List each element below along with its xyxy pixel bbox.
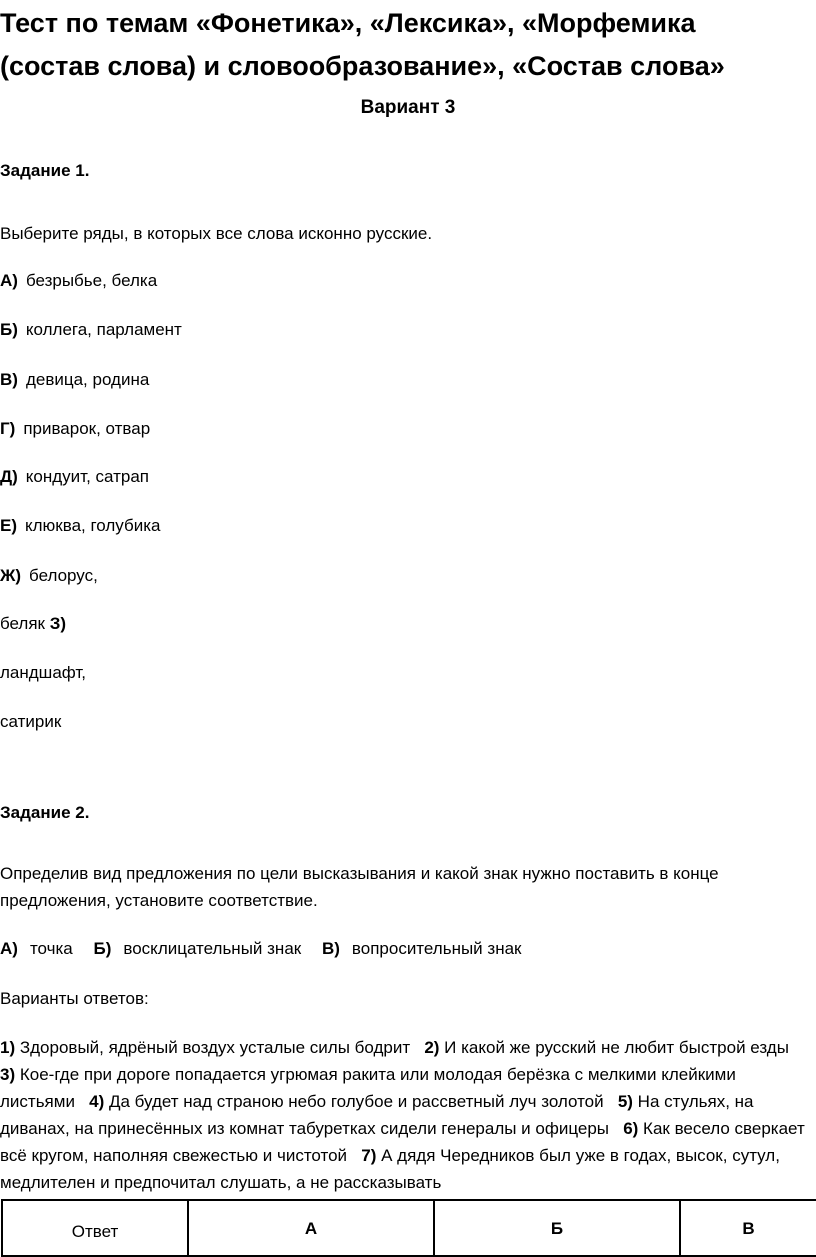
option-text: белорус,: [29, 566, 98, 585]
option-text: беляк: [0, 614, 45, 633]
task1-heading: Задание 1.: [0, 161, 90, 180]
sentence-text: И какой же русский не любит быстрой езды: [444, 1038, 789, 1057]
sentences-paragraph: [0, 1034, 812, 1196]
sentence-text: А дядя Чередников был уже в годах, высок, сутул, медлителен и предпочитал слушать, а не рассказывать: [0, 1146, 780, 1192]
variant-heading: Вариант 3: [360, 97, 456, 118]
task1-option-e: [0, 512, 161, 539]
task1-option-v: [0, 366, 149, 393]
task1-line-belyak: [0, 610, 66, 637]
task2-instruction: Определив вид предложения по цели высказывания и какой знак нужно поставить в конце предложения, установите соответствие.: [0, 864, 719, 910]
choice-text: восклицательный знак: [123, 939, 302, 958]
answer-table: [1, 1199, 816, 1257]
task2-heading: Задание 2.: [0, 803, 90, 822]
task1-line-satirik: сатирик: [0, 712, 62, 731]
choice-text: вопросительный знак: [351, 939, 522, 958]
task1-instruction: Выберите ряды, в которых все слова исконно русские.: [0, 224, 433, 243]
sentence-text: Кое-где при дороге попадается угрюмая ракита или молодая берёзка с мелкими клейкими листьями: [0, 1065, 736, 1111]
task1-option-zh: [0, 562, 98, 589]
task1-option-d: [0, 463, 149, 490]
choice-letter: В): [321, 939, 340, 958]
sentence-number: 2): [424, 1038, 440, 1057]
option-letter: Г): [0, 419, 16, 438]
task1-option-g: [0, 415, 150, 442]
option-letter: А): [0, 271, 18, 290]
option-letter: Б): [0, 320, 18, 339]
sentence-number: 4): [89, 1092, 105, 1111]
sentence-number: 6): [623, 1119, 639, 1138]
option-text: безрыбье, белка: [25, 271, 158, 290]
option-letter: З): [49, 614, 67, 633]
answer-column-a: А: [188, 1200, 434, 1256]
task1-option-a: [0, 267, 157, 294]
task2-choices: [0, 935, 537, 962]
option-letter: Ж): [0, 566, 22, 585]
option-text: кондуит, сатрап: [25, 467, 149, 486]
task1-line-landshaft: ландшафт,: [0, 663, 87, 682]
sentence-number: 7): [361, 1146, 377, 1165]
sentence-text: Здоровый, ядрёный воздух усталые силы бодрит: [19, 1038, 411, 1057]
task1-option-b: [0, 316, 182, 343]
sentence-text: На стульях, на диванах, на принесённых из комнат табуретках сидели генералы и офицеры: [0, 1092, 754, 1138]
sentence-text: Да будет над страною небо голубое и рассветный луч золотой: [108, 1092, 604, 1111]
page-title: Тест по темам «Фонетика», «Лексика», «Морфемика (состав слова) и словообразование», «Состав слова»: [0, 8, 725, 81]
option-letter: Е): [0, 516, 17, 535]
choice-letter: А): [0, 939, 18, 958]
answers-label: Варианты ответов:: [0, 989, 149, 1008]
answer-column-v: В: [680, 1200, 816, 1256]
answer-row: [2, 1200, 816, 1256]
option-letter: В): [0, 370, 18, 389]
sentence-number: 5): [617, 1092, 633, 1111]
answer-column-b: Б: [434, 1200, 680, 1256]
answer-label-cell: Ответ: [2, 1200, 188, 1256]
sentence-number: 3): [0, 1065, 16, 1084]
option-text: коллега, парламент: [25, 320, 182, 339]
sentence-number: 1): [0, 1038, 16, 1057]
choice-letter: Б): [93, 939, 112, 958]
option-letter: Д): [0, 467, 18, 486]
option-text: девица, родина: [25, 370, 150, 389]
sentence-text: Как весело сверкает всё кругом, наполняя свежестью и чистотой: [0, 1119, 805, 1165]
option-text: приварок, отвар: [23, 419, 151, 438]
option-text: клюква, голубика: [25, 516, 161, 535]
choice-text: точка: [29, 939, 73, 958]
